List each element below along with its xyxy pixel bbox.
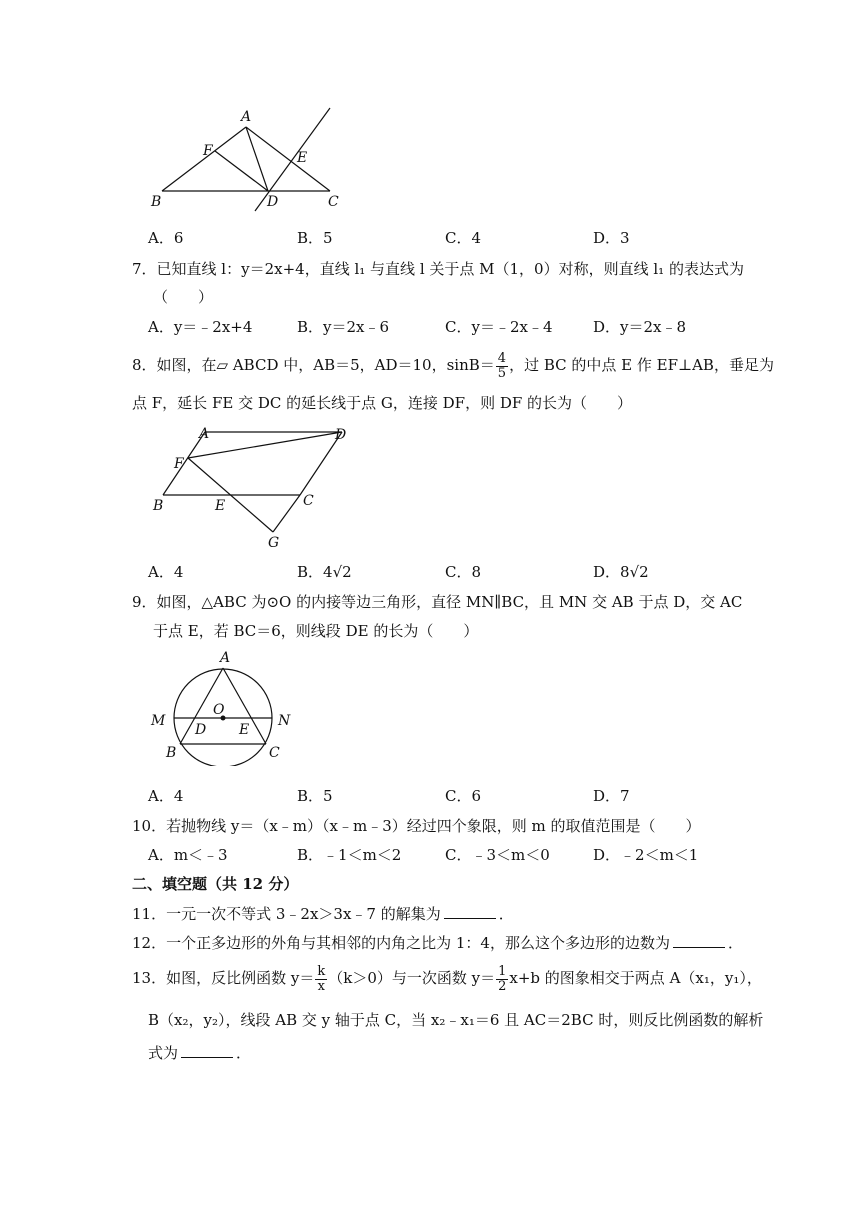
q13-fraction-1: 1 (498, 963, 507, 979)
q6-label-b: B (151, 194, 162, 210)
q9-option-a: A．4 (148, 787, 184, 805)
section-title: 二、填空题（共 12 分） (132, 875, 299, 893)
q13-part1: 13．如图，反比例函数 y＝ (132, 969, 315, 987)
q8-option-b: B．4√2 (297, 563, 352, 581)
q12-stem (132, 933, 743, 953)
q13-stem-line1 (132, 962, 762, 994)
q6-label-e: E (297, 150, 308, 166)
q6-option-c: C．4 (445, 229, 482, 247)
q13-part2: （k＞0）与一次函数 y＝ (328, 969, 496, 987)
q10-stem: 10．若抛物线 y＝（x﹣m）（x﹣m﹣3）经过四个象限，则 m 的取值范围是（ ） (132, 817, 701, 835)
q10-option-a: A．m＜﹣3 (148, 846, 228, 864)
q9-stem-line2: 于点 E，若 BC＝6，则线段 DE 的长为（ ） (153, 622, 479, 640)
q6-label-d: D (267, 194, 279, 210)
q9-stem-line1: 9．如图，△ABC 为⊙O 的内接等边三角形，直径 MN∥BC，且 MN 交 AB 于点 D，交 AC (132, 593, 743, 611)
q8-fraction-num: 4 (497, 350, 507, 366)
q7-option-d: D．y＝2x﹣8 (593, 318, 687, 336)
q8-label-d: D (335, 427, 347, 443)
q9-figure (145, 648, 305, 766)
q8-stem-part1: 8．如图，在▱ ABCD 中，AB＝5，AD＝10，sinB＝ (132, 356, 495, 374)
q8-label-b: B (153, 498, 164, 514)
q13-stem-line3 (148, 1043, 251, 1063)
q10-option-c: C．﹣3＜m＜0 (445, 846, 550, 864)
q6-label-c: C (328, 194, 339, 210)
q8-option-a: A．4 (148, 563, 184, 581)
q8-option-c: C．8 (445, 563, 482, 581)
q9-option-b: B．5 (297, 787, 333, 805)
q13-text3: 式为 (148, 1044, 179, 1062)
q9-label-b: B (166, 745, 177, 761)
q8-label-g: G (268, 535, 280, 551)
q7-option-a: A．y＝﹣2x+4 (148, 318, 253, 336)
q11-text: 11．一元一次不等式 3﹣2x＞3x﹣7 的解集为 (132, 905, 441, 923)
q9-label-o: O (213, 702, 225, 718)
q6-label-a: A (241, 109, 252, 125)
q10-option-b: B．﹣1＜m＜2 (297, 846, 402, 864)
q13-fraction-x: x (317, 978, 325, 994)
q8-fraction-den: 5 (497, 365, 507, 381)
q8-stem-line2: 点 F，延长 FE 交 DC 的延长线于点 G，连接 DF，则 DF 的长为（ ） (132, 394, 633, 412)
q6-option-b: B．5 (297, 229, 333, 247)
q11-stem (132, 904, 514, 924)
q13-fraction-2: 2 (498, 978, 507, 994)
q8-label-c: C (303, 493, 314, 509)
q7-stem-line1: 7．已知直线 l：y＝2x+4，直线 l₁ 与直线 l 关于点 M（1，0）对称，则直线 l₁ 的表达式为 (132, 260, 744, 278)
q7-option-b: B．y＝2x﹣6 (297, 318, 390, 336)
q13-fraction-half (496, 965, 508, 994)
q9-label-a: A (220, 650, 231, 666)
q8-label-f: F (174, 456, 184, 472)
q6-option-d: D．3 (593, 229, 630, 247)
q9-option-c: C．6 (445, 787, 482, 805)
q13-stem-line2: B（x₂，y₂），线段 AB 交 y 轴于点 C，当 x₂﹣x₁＝6 且 AC＝2BC 时，则反比例函数的解析 (148, 1011, 764, 1029)
q8-option-d: D．8√2 (593, 563, 649, 581)
q13-part3: x+b 的图象相交于两点 A（x₁，y₁）， (509, 969, 762, 987)
q13-end: ． (236, 1044, 252, 1062)
q13-answer-blank[interactable] (181, 1043, 233, 1058)
q8-stem-line1 (132, 351, 774, 381)
q8-figure (145, 422, 370, 552)
q13-fraction-k-x (315, 965, 327, 994)
q6-figure (145, 105, 355, 215)
q12-answer-blank[interactable] (673, 933, 725, 948)
q8-label-a: A (199, 426, 210, 442)
q9-label-c: C (269, 745, 280, 761)
q9-label-e: E (239, 722, 250, 738)
q11-end: ． (498, 905, 514, 923)
q7-option-c: C．y＝﹣2x﹣4 (445, 318, 553, 336)
q7-stem-line2: （ ） (153, 288, 214, 306)
q6-label-f: F (203, 143, 213, 159)
q13-fraction-k: k (317, 963, 326, 979)
q9-label-d: D (195, 722, 207, 738)
q9-label-m: M (151, 713, 166, 729)
q11-answer-blank[interactable] (444, 904, 496, 919)
q8-stem-part2: ，过 BC 的中点 E 作 EF⊥AB，垂足为 (509, 356, 774, 374)
q9-option-d: D．7 (593, 787, 630, 805)
q6-option-a: A．6 (148, 229, 184, 247)
q8-fraction (496, 352, 508, 381)
q10-option-d: D．﹣2＜m＜1 (593, 846, 699, 864)
q9-label-n: N (278, 713, 291, 729)
q8-label-e: E (215, 498, 226, 514)
q12-end: ． (727, 934, 743, 952)
q12-text: 12．一个正多边形的外角与其相邻的内角之比为 1：4，那么这个多边形的边数为 (132, 934, 670, 952)
